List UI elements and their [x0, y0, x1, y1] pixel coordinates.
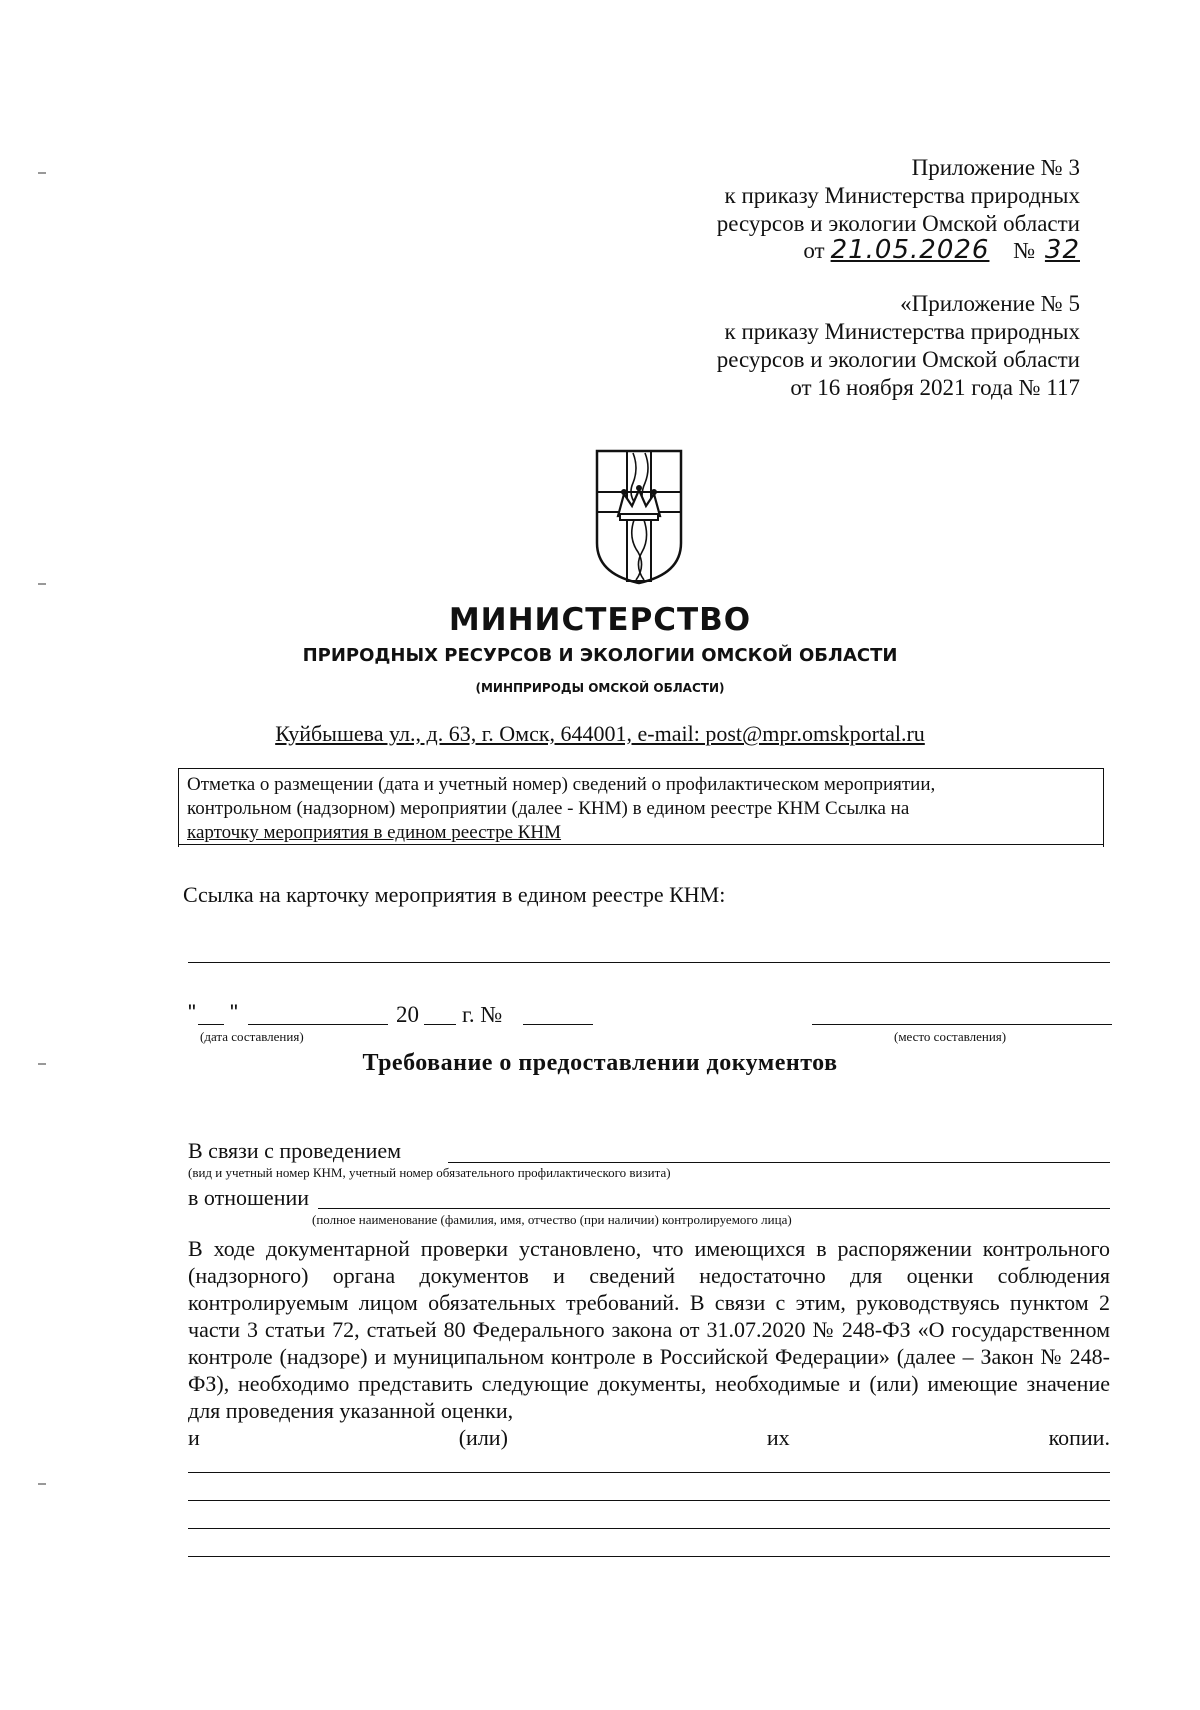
controlled-person-field[interactable]: [318, 1208, 1110, 1209]
appendix-5-line3: от 16 ноября 2021 года № 117: [790, 375, 1080, 400]
appendix-3-block: [717, 154, 1080, 265]
word-their: их: [766, 1425, 790, 1450]
date-quote-open: ": [188, 1000, 196, 1025]
word-or: (или): [458, 1425, 508, 1450]
appendix-3-line1: к приказу Министерства природных: [724, 183, 1080, 208]
documents-list-line[interactable]: [188, 1556, 1110, 1557]
handwritten-number: 32: [1044, 235, 1080, 265]
registry-box-line2: контрольном (надзорном) мероприятии (далее - КНМ) в едином реестре КНМ Ссылка на: [187, 798, 910, 819]
registry-box-line3: карточку мероприятия в едином реестре КНМ: [187, 822, 562, 843]
appendix-5-block: [717, 290, 1080, 402]
date-prefix: от: [803, 238, 825, 263]
year-prefix: 20: [396, 1002, 419, 1027]
registry-link-field[interactable]: [188, 962, 1110, 963]
appendix-3-title: Приложение № 3: [911, 155, 1080, 180]
appendix-5-line2: ресурсов и экологии Омской области: [716, 347, 1080, 372]
scan-speck: [38, 172, 46, 174]
documents-list-line[interactable]: [188, 1528, 1110, 1529]
ministry-subtitle: ПРИРОДНЫХ РЕСУРСОВ И ЭКОЛОГИИ ОМСКОЙ ОБЛАСТИ: [302, 645, 898, 666]
regarding-label: в отношении: [188, 1185, 310, 1210]
documents-list-line[interactable]: [188, 1472, 1110, 1473]
documents-list-line[interactable]: [188, 1500, 1110, 1501]
knm-type-caption: (вид и учетный номер КНМ, учетный номер обязательного профилактического визита): [188, 1165, 671, 1180]
registry-link-label: Ссылка на карточку мероприятия в едином реестре КНМ:: [183, 882, 726, 907]
word-copies: копии.: [1048, 1425, 1110, 1450]
word-and: и: [188, 1425, 200, 1450]
scan-speck: [38, 1483, 46, 1485]
ministry-name: МИНИСТЕРСТВО: [448, 602, 752, 638]
ministry-abbreviation: (МИНПРИРОДЫ ОМСКОЙ ОБЛАСТИ): [475, 681, 725, 695]
registry-mark-box: [178, 768, 1104, 847]
appendix-3-line2: ресурсов и экологии Омской области: [716, 211, 1080, 236]
date-quote-close: ": [230, 1000, 238, 1025]
scan-speck: [38, 583, 46, 585]
appendix-3-date-line: [717, 236, 1080, 265]
coat-of-arms-icon: [594, 448, 684, 586]
month-field[interactable]: [248, 1024, 388, 1025]
place-caption: (место составления): [894, 1029, 1007, 1044]
number-label: г. №: [462, 1002, 503, 1027]
registry-box-line1: Отметка о размещении (дата и учетный номер) сведений о профилактическом мероприятии,: [187, 774, 936, 795]
ministry-address: Куйбышева ул., д. 63, г. Омск, 644001, e-mail: post@mpr.omskportal.ru: [275, 721, 925, 746]
document-title: Требование о предоставлении документов: [362, 1050, 838, 1076]
year-field[interactable]: [424, 1024, 456, 1025]
body-last-line: [188, 1425, 1110, 1451]
handwritten-date: 21.05.2026: [830, 235, 990, 265]
knm-type-field[interactable]: [448, 1162, 1110, 1163]
appendix-5-line1: к приказу Министерства природных: [724, 319, 1080, 344]
day-field[interactable]: [198, 1024, 224, 1025]
number-prefix: №: [1013, 238, 1036, 263]
controlled-person-caption: (полное наименование (фамилия, имя, отчество (при наличии) контролируемого лица): [312, 1212, 792, 1227]
body-paragraph: В ходе документарной проверки установлено, что имеющихся в распоряжении контрольного (надзорного) органа документов и сведений недостаточно для оценки соблюдения контролируемым лицом обязательных требований. В связи с этим, руководствуясь пунктом 2 части 3 статьи 72, статьей 80 Федерального закона от 31.07.2020 № 248-ФЗ «О государственном контроле (надзоре) и муниципальном контроле в Российской Федерации» (далее – Закон № 248-ФЗ), необходимо представить следующие документы, необходимые и (или) имеющие значение для проведения указанной оценки,: [188, 1236, 1110, 1423]
number-field[interactable]: [523, 1024, 593, 1025]
in-connection-label: В связи с проведением: [188, 1138, 402, 1163]
place-field[interactable]: [812, 1024, 1112, 1025]
appendix-5-title: «Приложение № 5: [900, 291, 1080, 316]
registry-box-bottom-border: [178, 844, 1104, 845]
date-caption: (дата составления): [200, 1029, 304, 1044]
